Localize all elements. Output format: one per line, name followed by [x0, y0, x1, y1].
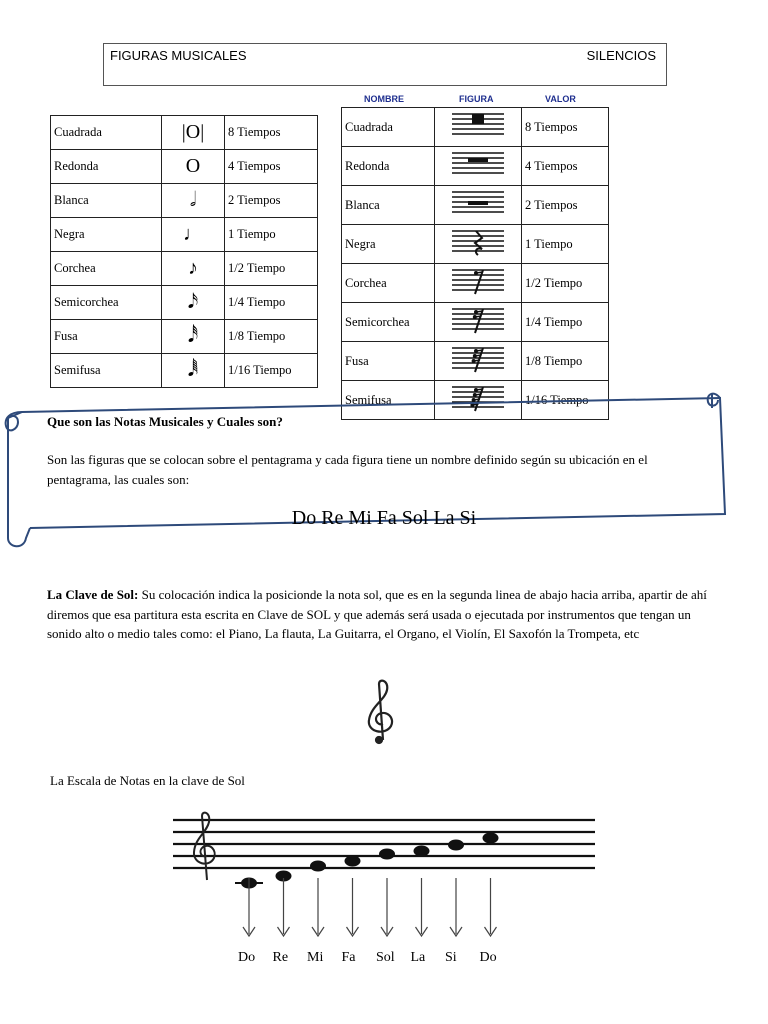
scale-note-label: Mi: [307, 950, 324, 965]
rest-symbol-icon: [448, 264, 508, 298]
figures-table-row: [51, 218, 318, 252]
figure-symbol-icon: ♩: [162, 218, 225, 252]
figure-symbol-icon: 𝅘𝅥𝅱: [162, 354, 225, 388]
figure-value: 1/2 Tiempo: [225, 252, 318, 286]
figure-symbol-icon: O: [162, 150, 225, 184]
figure-symbol-icon: ♪: [162, 252, 225, 286]
figure-symbol-icon: 𝅗𝅥: [162, 184, 225, 218]
rests-table-row: [342, 147, 609, 186]
figures-table-row: [51, 116, 318, 150]
figure-name: Semifusa: [51, 354, 162, 388]
scale-note-label: Si: [445, 950, 457, 965]
figure-value: 1 Tiempo: [225, 218, 318, 252]
rest-figure: [435, 147, 522, 186]
figure-name: Blanca: [51, 184, 162, 218]
figure-symbol-icon: |O|: [162, 116, 225, 150]
figures-table-row: [51, 320, 318, 354]
scroll-notes-line: Do Re Mi Fa Sol La Si: [291, 507, 477, 529]
rest-figure: [435, 186, 522, 225]
scale-note-head: [414, 846, 430, 857]
rest-figure: [435, 342, 522, 381]
rests-table: [341, 107, 609, 420]
rest-figure: [435, 264, 522, 303]
rest-name: Blanca: [342, 186, 435, 225]
scale-note-label: La: [410, 950, 426, 965]
header-box: [103, 43, 667, 86]
rest-value: 1/16 Tiempo: [522, 381, 609, 420]
figure-name: Cuadrada: [51, 116, 162, 150]
figures-table-row: [51, 286, 318, 320]
scale-note-label: Do: [238, 950, 256, 965]
figure-name: Negra: [51, 218, 162, 252]
rest-symbol-icon: [448, 108, 508, 142]
rests-table-row: [342, 108, 609, 147]
figures-table: [50, 115, 318, 388]
figure-name: Fusa: [51, 320, 162, 354]
escala-title: La Escala de Notas en la clave de Sol: [50, 773, 245, 788]
rest-name: Semifusa: [342, 381, 435, 420]
rest-symbol-icon: [448, 342, 508, 376]
rest-name: Cuadrada: [342, 108, 435, 147]
rest-value: 1/8 Tiempo: [522, 342, 609, 381]
rest-name: Fusa: [342, 342, 435, 381]
figure-name: Corchea: [51, 252, 162, 286]
rest-name: Corchea: [342, 264, 435, 303]
figure-value: 1/16 Tiempo: [225, 354, 318, 388]
figure-value: 4 Tiempos: [225, 150, 318, 184]
rest-value: 1/2 Tiempo: [522, 264, 609, 303]
scale-note-head: [345, 856, 361, 867]
rest-value: 2 Tiempos: [522, 186, 609, 225]
scale-note-label: Do: [479, 950, 497, 965]
rests-header-name: NOMBRE: [364, 94, 404, 104]
rest-value: 1/4 Tiempo: [522, 303, 609, 342]
rest-name: Redonda: [342, 147, 435, 186]
scale-note-head: [310, 861, 326, 872]
figure-value: 1/4 Tiempo: [225, 286, 318, 320]
rest-value: 1 Tiempo: [522, 225, 609, 264]
figures-table-row: [51, 150, 318, 184]
rests-table-row: [342, 186, 609, 225]
header-figuras-title: FIGURAS MUSICALES: [110, 48, 247, 63]
figure-symbol-icon: 𝅘𝅥𝅰: [162, 320, 225, 354]
scale-staff: [165, 810, 605, 950]
scroll-question: Que son las Notas Musicales y Cuales son?: [47, 414, 283, 429]
rests-table-row: [342, 225, 609, 264]
scale-note-head: [483, 833, 499, 844]
figure-symbol-icon: 𝅘𝅥𝅯: [162, 286, 225, 320]
rests-table-row: [342, 264, 609, 303]
scroll-answer: Son las figuras que se colocan sobre el pentagrama y cada figura tiene un nombre definido según su ubicación en el pentagrama, las cuales son:: [47, 452, 648, 487]
rests-table-row: [342, 303, 609, 342]
scale-note-head: [448, 840, 464, 851]
figures-table-row: [51, 354, 318, 388]
scale-note-label: Re: [272, 950, 289, 965]
rest-name: Negra: [342, 225, 435, 264]
rest-figure: [435, 225, 522, 264]
clave-text: Su colocación indica la posicionde la nota sol, que es en la segunda linea de abajo hacia arriba, apartir de ahí diremos que esa partitura esta escrita en Clave de SOL y que además será usada o ejecutada por instrumentos que tengan un sonido alto o medio tales como: el Piano, La flauta, La Guitarra, el Organo, el Violín, El Saxofón la Trompeta, etc: [47, 587, 707, 641]
figure-name: Redonda: [51, 150, 162, 184]
rests-header-figure: FIGURA: [459, 94, 494, 104]
rests-table-row: [342, 342, 609, 381]
figures-table-row: [51, 184, 318, 218]
rest-value: 4 Tiempos: [522, 147, 609, 186]
treble-clef-icon: [355, 678, 415, 748]
rest-figure: [435, 303, 522, 342]
figure-value: 2 Tiempos: [225, 184, 318, 218]
rest-value: 8 Tiempos: [522, 108, 609, 147]
rest-figure: [435, 108, 522, 147]
scale-note-head: [379, 849, 395, 860]
rest-name: Semicorchea: [342, 303, 435, 342]
rest-symbol-icon: [448, 147, 508, 181]
header-silencios-title: SILENCIOS: [586, 48, 656, 63]
rest-symbol-icon: [448, 225, 508, 259]
figure-value: 1/8 Tiempo: [225, 320, 318, 354]
rest-symbol-icon: [448, 303, 508, 337]
figure-value: 8 Tiempos: [225, 116, 318, 150]
clave-paragraph: [47, 585, 727, 644]
figure-name: Semicorchea: [51, 286, 162, 320]
figures-table-row: [51, 252, 318, 286]
scale-note-label: Sol: [376, 950, 395, 965]
scale-note-label: Fa: [341, 950, 356, 965]
rest-symbol-icon: [448, 186, 508, 220]
clave-label: La Clave de Sol:: [47, 587, 139, 602]
rests-header-value: VALOR: [545, 94, 576, 104]
